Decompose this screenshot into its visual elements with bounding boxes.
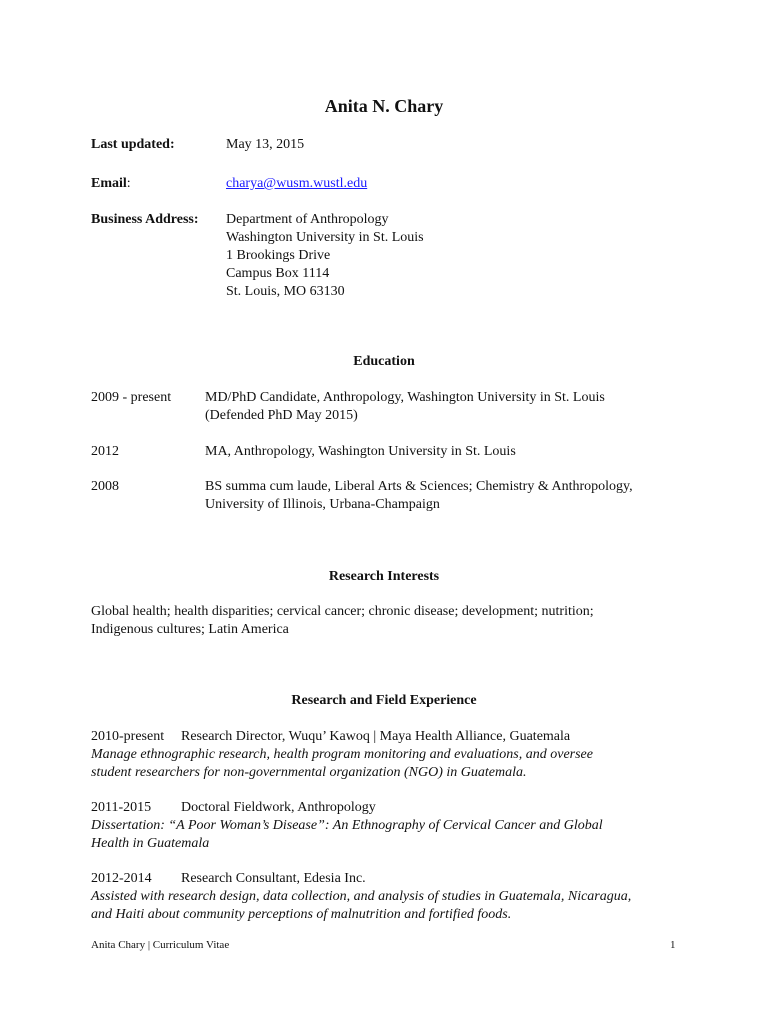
- experience-title: Research Consultant, Edesia Inc.: [181, 871, 366, 886]
- address-line: 1 Brookings Drive: [226, 248, 331, 263]
- email-label: [91, 175, 131, 193]
- education-year: 2008: [91, 479, 119, 494]
- document-title: Anita N. Chary: [324, 96, 444, 116]
- education-entry-line: (Defended PhD May 2015): [205, 408, 358, 423]
- experience-year: 2011-2015: [91, 800, 152, 815]
- email-label-colon: :: [126, 176, 131, 191]
- footer-text: Anita Chary | Curriculum Vitae: [91, 939, 230, 951]
- experience-title: Research Director, Wuqu’ Kawoq | Maya Health Alliance, Guatemala: [181, 729, 571, 744]
- experience-description-line: Manage ethnographic research, health program monitoring and evaluations, and oversee: [91, 747, 593, 762]
- business-address: [226, 211, 424, 301]
- last-updated-label: Last updated:: [91, 137, 175, 152]
- experience-description-line: Health in Guatemala: [91, 836, 210, 851]
- education-entry-line: MA, Anthropology, Washington University in St. Louis: [205, 444, 516, 459]
- experience-description-line: Dissertation: “A Poor Woman’s Disease”: An Ethnography of Cervical Cancer and Global: [91, 818, 603, 833]
- education-entry: [205, 443, 695, 461]
- experience-heading: Research and Field Experience: [291, 693, 477, 708]
- address-line: Campus Box 1114: [226, 266, 330, 281]
- experience-description: [91, 746, 691, 782]
- email-label-text: Email: [91, 176, 127, 191]
- experience-year: 2010-present: [91, 729, 165, 744]
- email-link[interactable]: charya@wusm.wustl.edu: [226, 176, 368, 191]
- education-entry-line: University of Illinois, Urbana-Champaign: [205, 497, 440, 512]
- page-number: 1: [670, 939, 676, 951]
- education-year: 2012: [91, 444, 119, 459]
- experience-description: [91, 817, 691, 853]
- experience-description-line: student researchers for non-governmental organization (NGO) in Guatemala.: [91, 765, 527, 780]
- education-entry: [205, 389, 695, 425]
- research-interests-line: Indigenous cultures; Latin America: [91, 622, 289, 637]
- research-interests-heading: Research Interests: [328, 569, 440, 584]
- address-line: Department of Anthropology: [226, 212, 389, 227]
- business-address-label: Business Address:: [91, 212, 199, 227]
- education-heading: Education: [353, 354, 415, 369]
- experience-title: Doctoral Fieldwork, Anthropology: [181, 800, 376, 815]
- education-entry-line: MD/PhD Candidate, Anthropology, Washington University in St. Louis: [205, 390, 605, 405]
- education-entry: [205, 478, 695, 514]
- address-line: St. Louis, MO 63130: [226, 284, 345, 299]
- education-entry-line: BS summa cum laude, Liberal Arts & Sciences; Chemistry & Anthropology,: [205, 479, 633, 494]
- last-updated-value: May 13, 2015: [226, 137, 305, 152]
- experience-description-line: Assisted with research design, data collection, and analysis of studies in Guatemala, Nicaragua,: [91, 889, 632, 904]
- experience-description: [91, 888, 691, 924]
- research-interests-line: Global health; health disparities; cervical cancer; chronic disease; development; nutrition;: [91, 604, 594, 619]
- experience-description-line: and Haiti about community perceptions of malnutrition and fortified foods.: [91, 907, 512, 922]
- research-interests-text: [91, 603, 691, 639]
- education-year: 2009 - present: [91, 390, 172, 405]
- address-line: Washington University in St. Louis: [226, 230, 424, 245]
- experience-year: 2012-2014: [91, 871, 152, 886]
